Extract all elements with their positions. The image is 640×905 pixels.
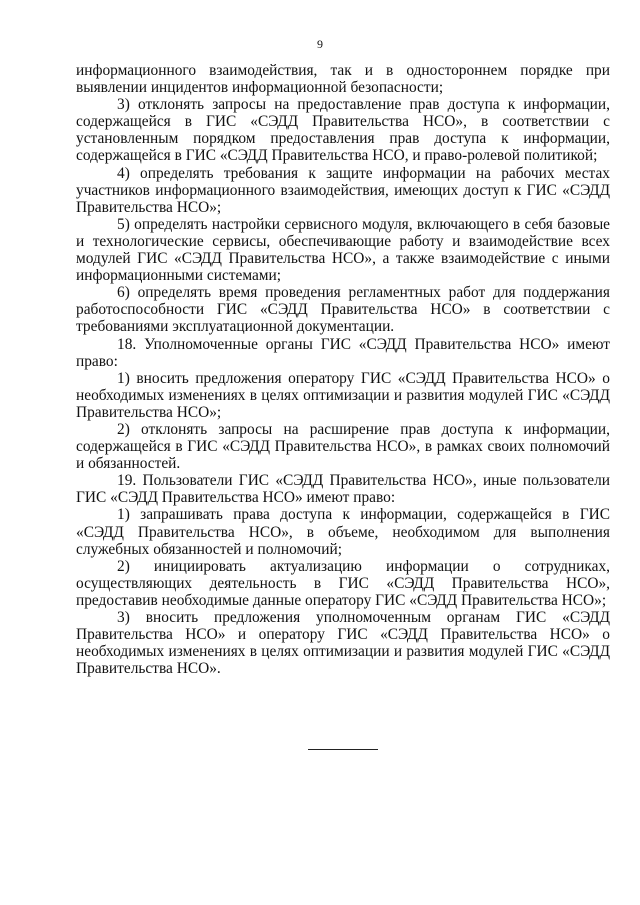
end-divider	[308, 749, 378, 750]
paragraph-continuation: информационного взаимодействия, так и в одностороннем порядке при выявлении инцидентов информационной безопасности;	[76, 62, 610, 97]
paragraph-clause-19-item-2: 2) инициировать актуализацию информации о сотрудниках, осуществляющих деятельность в ГИС «СЭДД Правительства НСО», предоставив необходимые данные оператору ГИС «СЭДД Правительства НСО»;	[76, 557, 610, 609]
paragraph-item-4: 4) определять требования к защите информации на рабочих местах участников информационного взаимодействия, имеющих доступ к ГИС «СЭДД Правительства НСО»;	[76, 164, 610, 216]
paragraph-item-5: 5) определять настройки сервисного модуля, включающего в себя базовые и технологические сервисы, обеспечивающие работу и взаимодействие всех модулей ГИС «СЭДД Правительства НСО», а также взаимодействие с иными информационными системами;	[76, 215, 610, 285]
paragraph-clause-19-item-3: 3) вносить предложения уполномоченным органам ГИС «СЭДД Правительства НСО» и оператору ГИС «СЭДД Правительства НСО» о необходимых изменениях в целях оптимизации и развития модулей ГИС «СЭДД Правительства НСО».	[76, 609, 610, 678]
paragraph-clause-19: 19. Пользователи ГИС «СЭДД Правительства НСО», иные пользователи ГИС «СЭДД Правительства НСО» имеют право:	[76, 472, 610, 507]
document-body	[76, 62, 610, 677]
paragraph-clause-18: 18. Уполномоченные органы ГИС «СЭДД Правительства НСО» имеют право:	[76, 335, 610, 370]
page-number: 9	[317, 37, 323, 51]
paragraph-clause-18-item-2: 2) отклонять запросы на расширение прав доступа к информации, содержащейся в ГИС «СЭДД Правительства НСО», в рамках своих полномочий и обязанностей.	[76, 420, 610, 473]
paragraph-clause-19-item-1: 1) запрашивать права доступа к информации, содержащейся в ГИС «СЭДД Правительства НСО», в объеме, необходимом для выполнения служебных обязанностей и полномочий;	[76, 506, 610, 558]
paragraph-item-3: 3) отклонять запросы на предоставление прав доступа к информации, содержащейся в ГИС «СЭДД Правительства НСО», в соответствии с установленным порядком предоставления прав доступа к информации, содержащейся в ГИС «СЭДД Правительства НСО, и право-ролевой политикой;	[76, 96, 610, 165]
paragraph-clause-18-item-1: 1) вносить предложения оператору ГИС «СЭДД Правительства НСО» о необходимых изменениях в целях оптимизации и развития модулей ГИС «СЭДД Правительства НСО»;	[76, 369, 610, 421]
paragraph-item-6: 6) определять время проведения регламентных работ для поддержания работоспособности ГИС «СЭДД Правительства НСО» в соответствии с требованиями эксплуатационной документации.	[76, 284, 610, 336]
